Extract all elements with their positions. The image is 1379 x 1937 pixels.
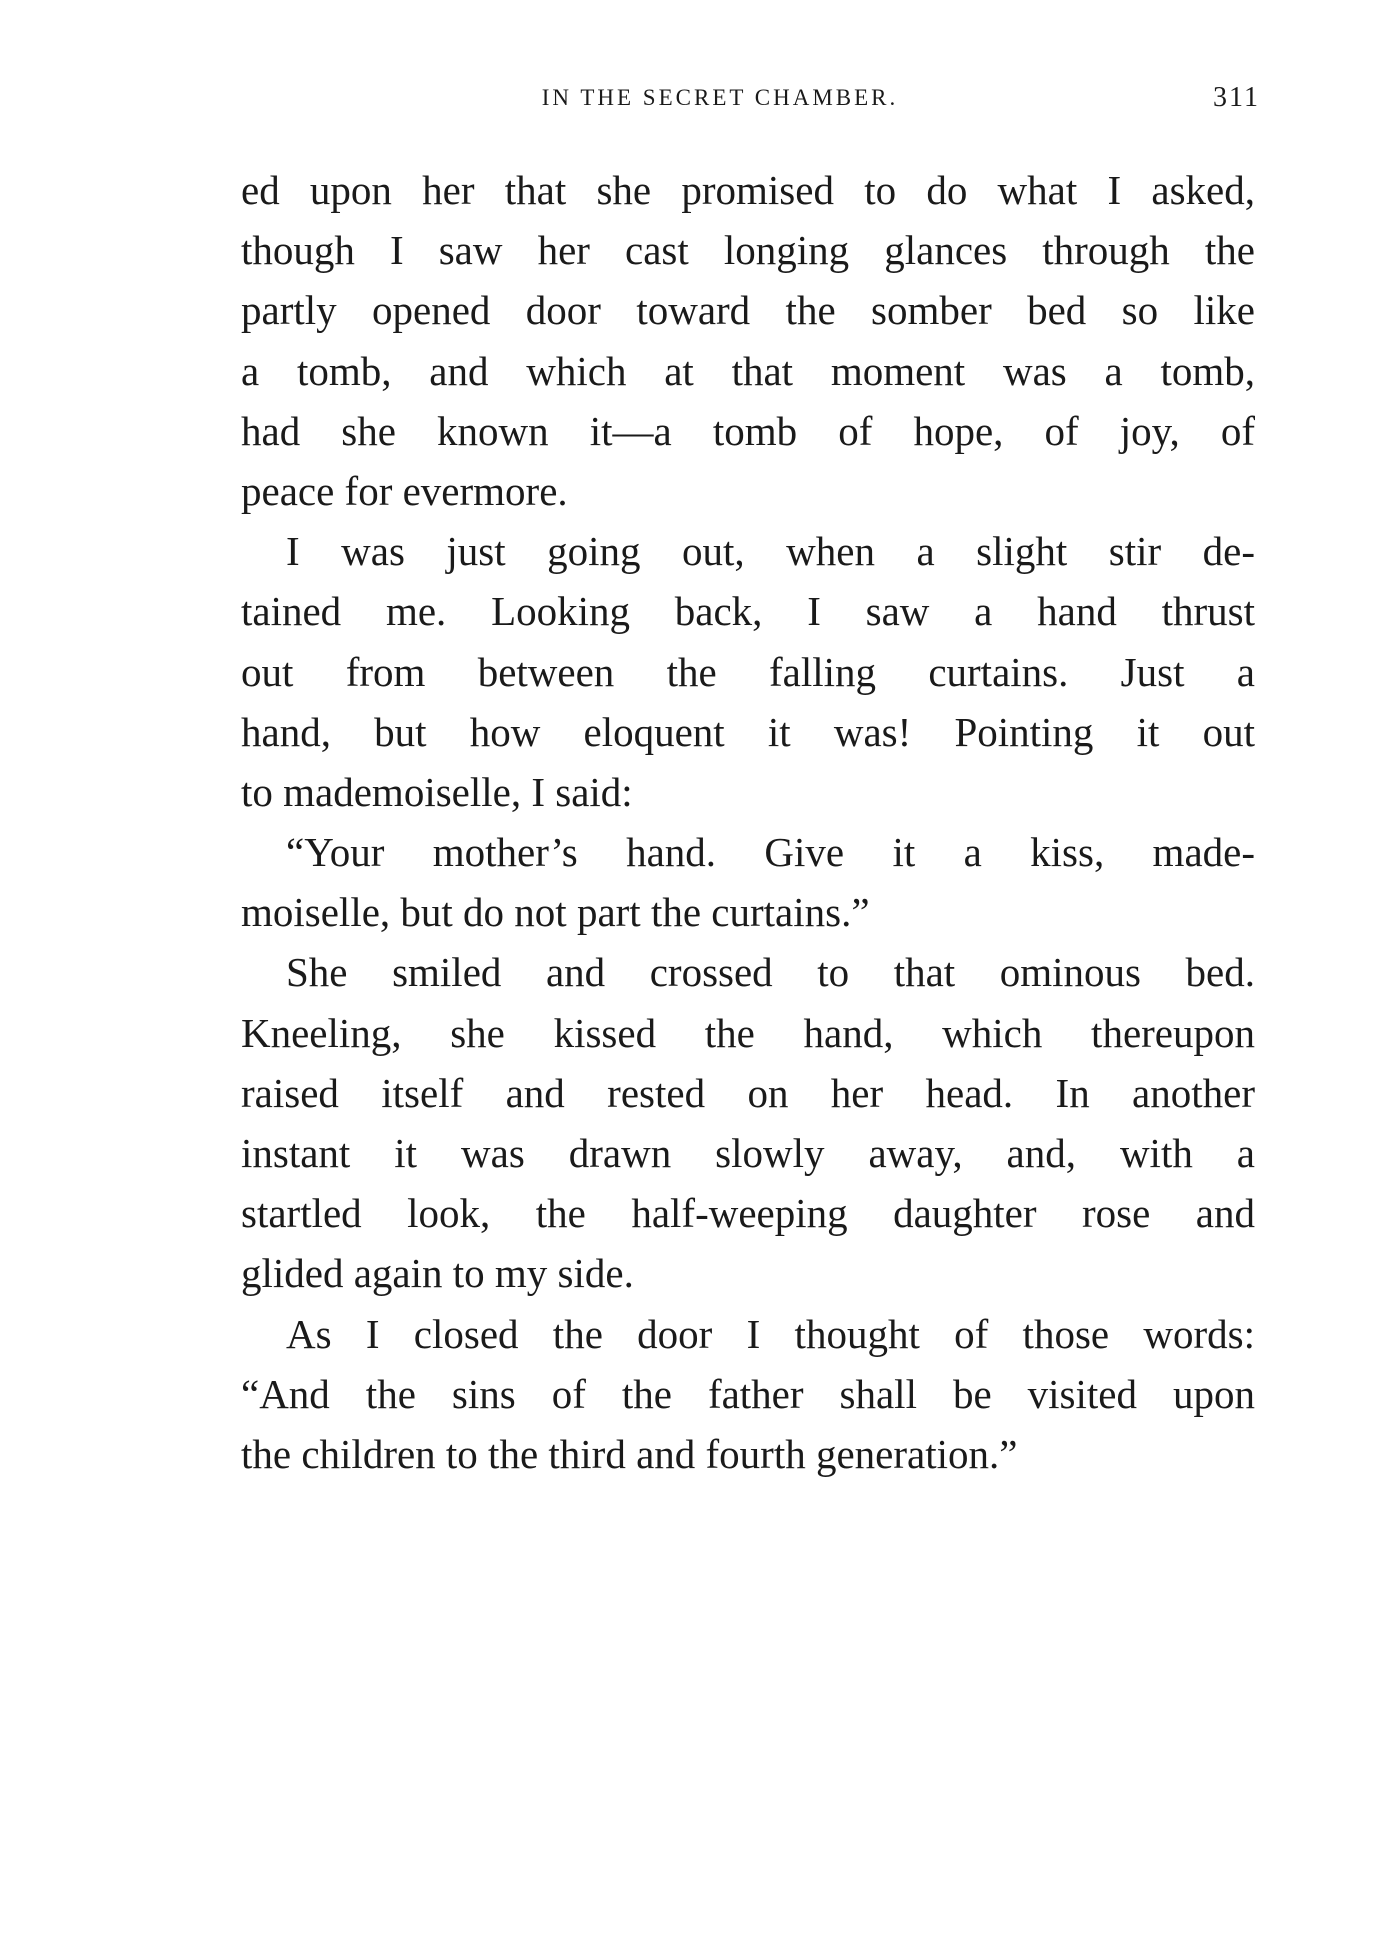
paragraph xyxy=(241,160,1255,521)
text-line: peace for evermore. xyxy=(241,467,568,514)
text-line: glided again to my side. xyxy=(241,1250,634,1297)
text-line: Kneeling, she kissed the hand, which thereupon xyxy=(241,1009,1255,1056)
text-line: I was just going out, when a slight stir de- xyxy=(286,528,1255,575)
text-line: moiselle, but do not part the curtains.” xyxy=(241,889,870,936)
paragraph xyxy=(241,521,1255,822)
body-text xyxy=(241,160,1255,1484)
running-head xyxy=(0,78,1379,118)
text-line: instant it was drawn slowly away, and, with a xyxy=(241,1130,1255,1176)
text-line: out from between the falling curtains. Just a xyxy=(241,648,1255,695)
text-line: She smiled and crossed to that ominous bed. xyxy=(286,949,1255,996)
running-title: IN THE SECRET CHAMBER. xyxy=(541,85,899,110)
text-line: startled look, the half-weeping daughter rose and xyxy=(241,1190,1255,1237)
text-line: “Your mother’s hand. Give it a kiss, made- xyxy=(286,829,1255,876)
text-line: raised itself and rested on her head. In another xyxy=(241,1069,1255,1116)
text-line: As I closed the door I thought of those words: xyxy=(286,1310,1255,1357)
paragraph xyxy=(241,942,1255,1303)
text-line: hand, but how eloquent it was! Pointing it out xyxy=(241,708,1255,755)
text-line: ed upon her that she promised to do what I asked, xyxy=(241,167,1255,213)
text-line: had she known it—a tomb of hope, of joy, of xyxy=(241,407,1255,454)
text-line: “And the sins of the father shall be visited upon xyxy=(241,1370,1255,1417)
text-line: though I saw her cast longing glances through the xyxy=(241,227,1255,274)
page-number: 311 xyxy=(1213,82,1260,113)
text-line: partly opened door toward the somber bed so like xyxy=(241,287,1255,334)
text-line: a tomb, and which at that moment was a tomb, xyxy=(241,347,1255,394)
text-line: to mademoiselle, I said: xyxy=(241,768,633,815)
paragraph xyxy=(241,822,1255,942)
paragraph xyxy=(241,1304,1255,1485)
text-line: tained me. Looking back, I saw a hand thrust xyxy=(241,588,1255,635)
text-line: the children to the third and fourth generation.” xyxy=(241,1430,1018,1477)
